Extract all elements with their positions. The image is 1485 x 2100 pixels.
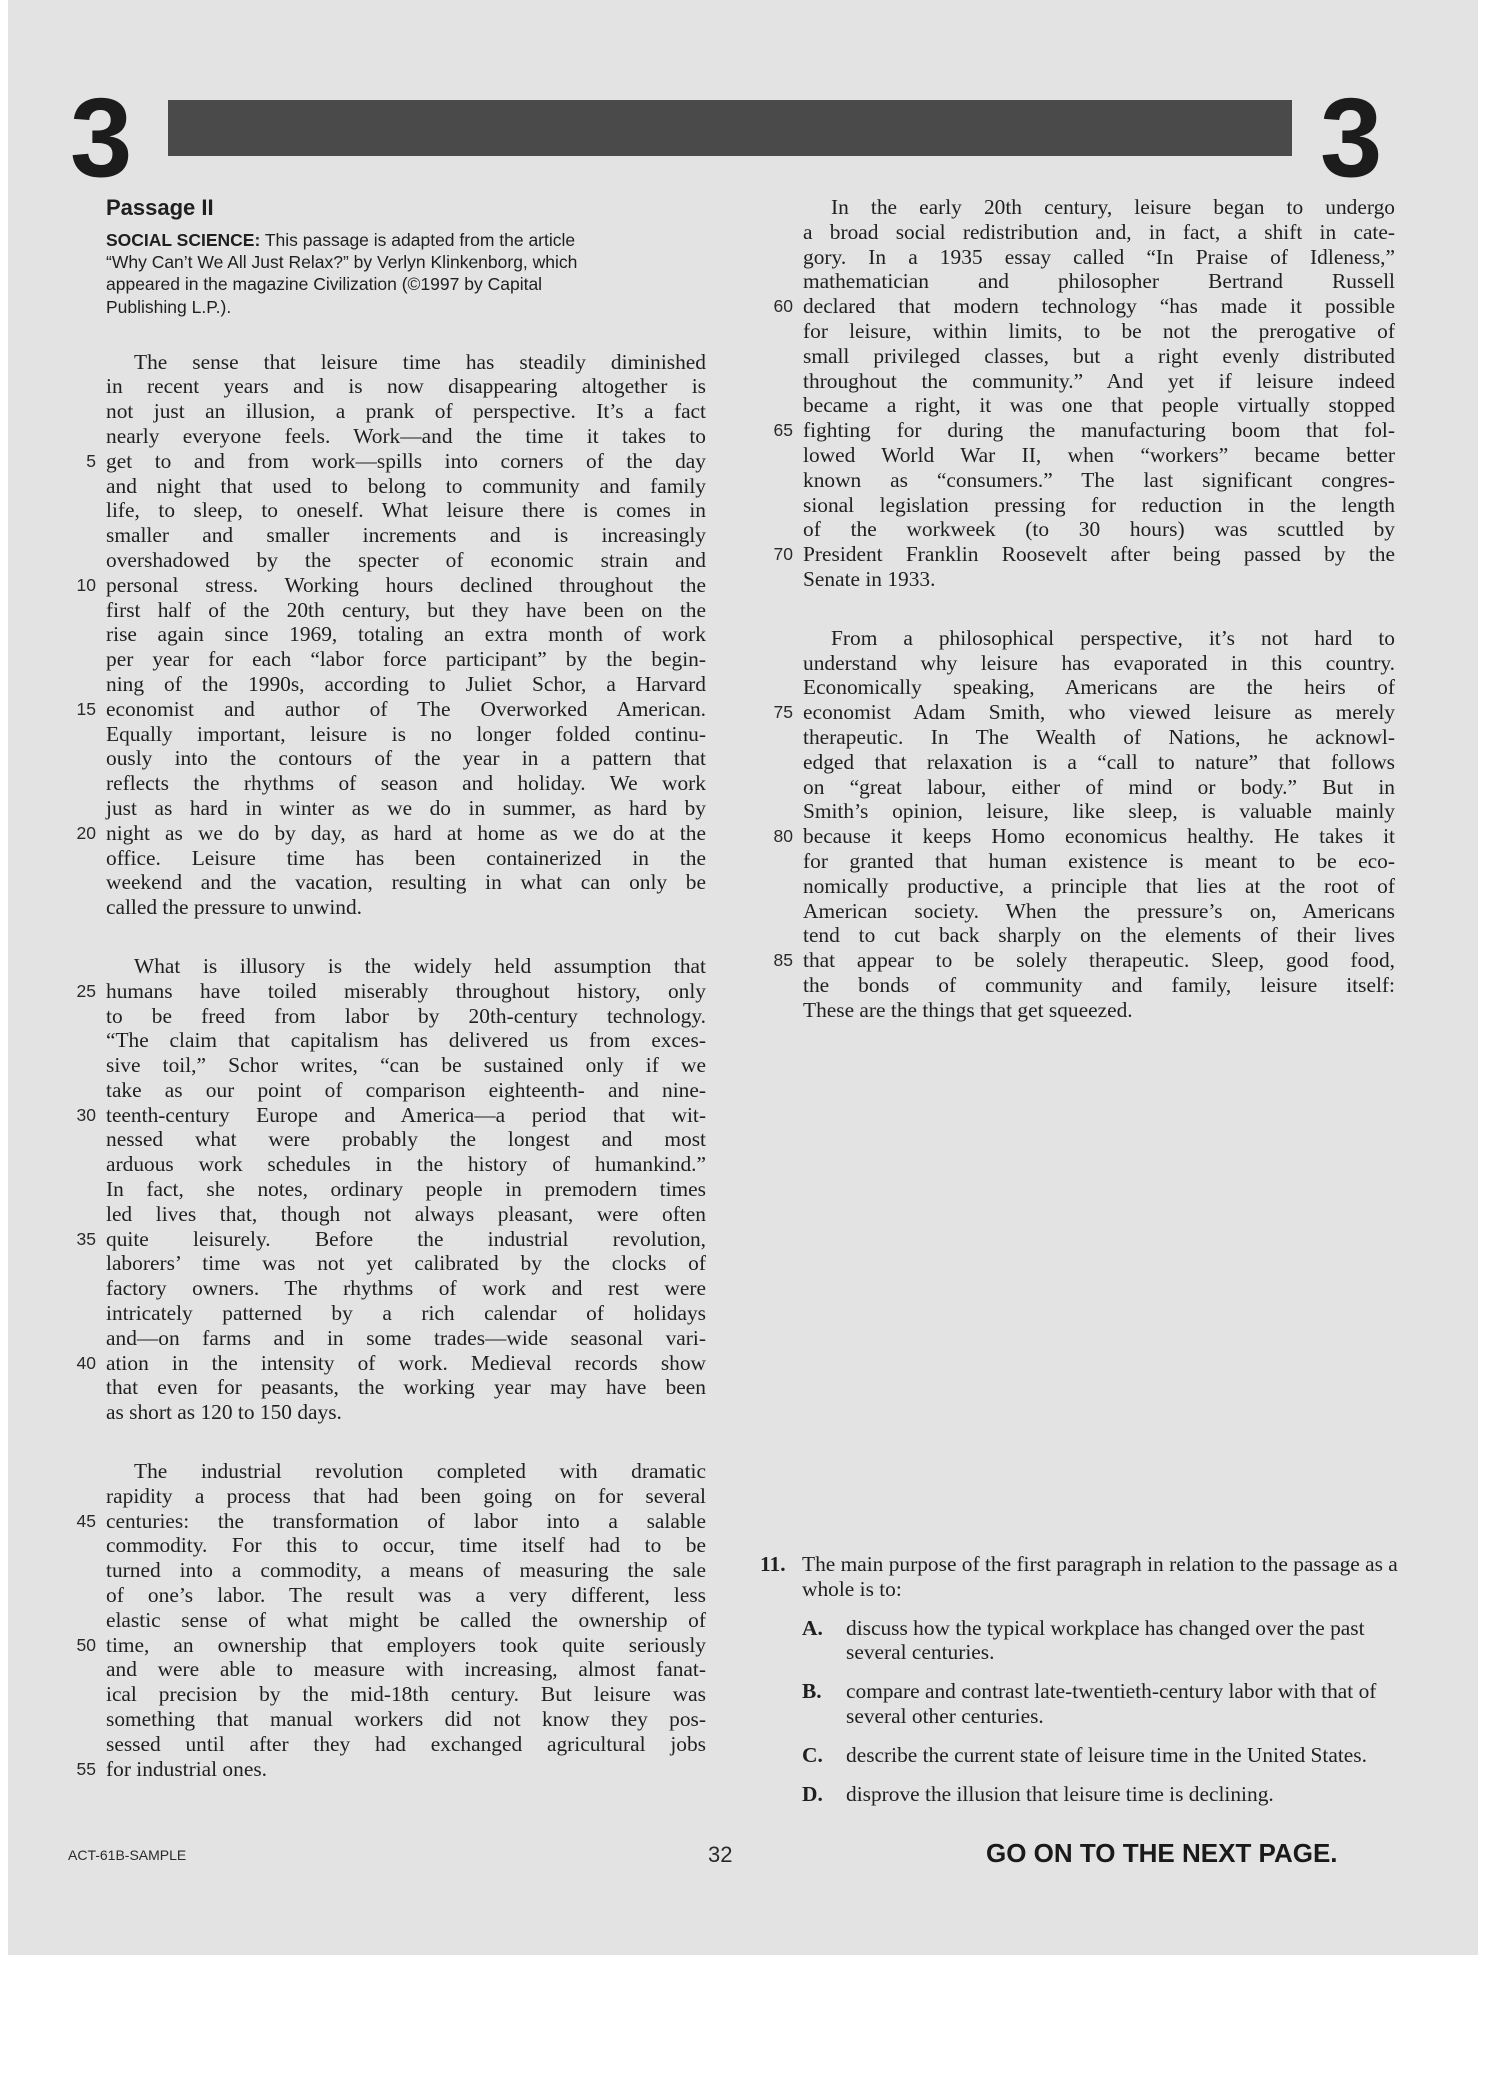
passage-line xyxy=(106,1301,706,1326)
passage-line xyxy=(803,973,1395,998)
line-text: teenth-century Europe and America—a period that wit- xyxy=(106,1102,706,1127)
intro-line: appeared in the magazine Civilization (©1997 by Capital xyxy=(106,274,543,295)
line-text: night as we do by day, as hard at home as we do at the xyxy=(106,820,706,845)
line-text: personal stress. Working hours declined throughout the xyxy=(106,572,706,597)
passage-intro xyxy=(106,229,706,317)
line-text: office. Leisure time has been containerized in the xyxy=(106,845,706,870)
line-text: rapidity a process that had been going on for several xyxy=(106,1483,706,1508)
passage-line xyxy=(803,393,1395,418)
passage-line xyxy=(106,1078,706,1103)
line-text: not just an illusion, a prank of perspective. It’s a fact xyxy=(106,399,706,424)
line-number: 45 xyxy=(76,1510,96,1531)
passage-line xyxy=(76,1632,706,1658)
line-text: a broad social redistribution and, in fact, a shift in cate- xyxy=(803,219,1395,244)
passage-line xyxy=(773,294,1395,319)
line-text: elastic sense of what might be called the ownership of xyxy=(106,1607,706,1632)
passage-line xyxy=(106,1177,706,1202)
question-11 xyxy=(760,1552,1400,1806)
line-text: laborers’ time was not yet calibrated by the clocks of xyxy=(106,1251,706,1276)
answer-option-c[interactable] xyxy=(802,1743,1400,1768)
passage-line xyxy=(803,220,1395,245)
line-number: 15 xyxy=(76,698,96,719)
passage-left-column xyxy=(76,195,706,1781)
passage-line xyxy=(106,1732,706,1757)
line-text: factory owners. The rhythms of work and rest were xyxy=(106,1276,706,1301)
passage-line xyxy=(106,1326,706,1351)
line-text: intricately patterned by a rich calendar of holidays xyxy=(106,1301,706,1326)
intro-line: Publishing L.P.). xyxy=(106,296,232,317)
line-text: therapeutic. In The Wealth of Nations, he acknowl- xyxy=(803,724,1395,749)
line-text: of the workweek (to 30 hours) was scuttled by xyxy=(803,517,1395,542)
section-number-right: 3 xyxy=(1320,75,1383,200)
line-text: sional legislation pressing for reduction in the length xyxy=(803,492,1395,517)
line-number: 30 xyxy=(76,1104,96,1125)
passage-line xyxy=(76,696,706,722)
line-number: 75 xyxy=(773,702,793,723)
section-header-bar xyxy=(168,100,1292,156)
passage-line xyxy=(773,542,1395,567)
line-text: small privileged classes, but a right evenly distributed xyxy=(803,343,1395,368)
passage-line xyxy=(803,874,1395,899)
line-text: understand why leisure has evaporated in this country. xyxy=(803,650,1395,675)
line-number: 85 xyxy=(773,950,793,971)
passage-line xyxy=(803,319,1395,344)
line-text: get to and from work—spills into corners of the day xyxy=(106,448,706,473)
passage-line xyxy=(106,350,706,375)
passage-line xyxy=(773,700,1395,725)
line-text: quite leisurely. Before the industrial revolution, xyxy=(106,1226,706,1251)
passage-line xyxy=(106,1484,706,1509)
line-text: that appear to be solely therapeutic. Sleep, good food, xyxy=(803,948,1395,973)
line-text: and—on farms and in some trades—wide seasonal vari- xyxy=(106,1325,706,1350)
passage-line xyxy=(106,722,706,747)
line-number: 10 xyxy=(76,574,96,595)
question-stem: The main purpose of the first paragraph in relation to the passage as a whole is to: xyxy=(802,1552,1398,1601)
line-text: nessed what were probably the longest and most xyxy=(106,1127,706,1152)
line-text: ical precision by the mid-18th century. But leisure was xyxy=(106,1682,706,1707)
line-text: because it keeps Homo economicus healthy. He takes it xyxy=(803,824,1395,849)
passage-line xyxy=(803,517,1395,542)
passage-line xyxy=(106,1657,706,1682)
line-text: President Franklin Roosevelt after being passed by the xyxy=(803,542,1395,567)
passage-line xyxy=(106,1533,706,1558)
line-text: ously into the contours of the year in a pattern that xyxy=(106,746,706,771)
passage-line xyxy=(106,1276,706,1301)
passage-line xyxy=(76,1508,706,1534)
line-text: of one’s labor. The result was a very different, less xyxy=(106,1583,706,1608)
footer-form-code: ACT-61B-SAMPLE xyxy=(68,1847,187,1863)
passage-line xyxy=(106,622,706,647)
line-text: throughout the community.” And yet if leisure indeed xyxy=(803,368,1395,393)
passage-line xyxy=(106,1375,706,1400)
passage-line xyxy=(106,647,706,672)
passage-paragraph xyxy=(773,195,1395,592)
option-text: discuss how the typical workplace has changed over the past several centuries. xyxy=(846,1615,1365,1665)
section-number-left: 3 xyxy=(70,75,133,200)
passage-line xyxy=(106,1127,706,1152)
line-text: ation in the intensity of work. Medieval records show xyxy=(106,1350,706,1375)
passage-line xyxy=(803,468,1395,493)
line-text: rise again since 1969, totaling an extra month of work xyxy=(106,622,706,647)
answer-option-b[interactable] xyxy=(802,1679,1400,1729)
passage-line xyxy=(106,498,706,523)
line-number: 80 xyxy=(773,826,793,847)
line-number: 35 xyxy=(76,1228,96,1249)
line-text: nomically productive, a principle that lies at the root of xyxy=(803,873,1395,898)
test-page xyxy=(8,0,1478,1955)
intro-label: SOCIAL SCIENCE: xyxy=(106,230,261,251)
passage-line xyxy=(803,626,1395,651)
line-text: mathematician and philosopher Bertrand Russell xyxy=(803,269,1395,294)
passage-line xyxy=(76,572,706,598)
passage-line xyxy=(86,448,706,474)
option-letter: A. xyxy=(802,1615,823,1640)
line-text: life, to sleep, to oneself. What leisure there is comes in xyxy=(106,498,706,523)
footer-next-page: GO ON TO THE NEXT PAGE. xyxy=(986,1838,1338,1868)
line-text: weekend and the vacation, resulting in what can only be xyxy=(106,870,706,895)
option-text: disprove the illusion that leisure time is declining. xyxy=(846,1781,1274,1806)
line-text: arduous work schedules in the history of humankind.” xyxy=(106,1152,706,1177)
passage-line xyxy=(106,895,706,920)
passage-line xyxy=(803,567,1395,592)
line-text: something that manual workers did not know they pos- xyxy=(106,1707,706,1732)
line-text: In the early 20th century, leisure began to undergo xyxy=(831,195,1395,219)
passage-line xyxy=(106,1608,706,1633)
passage-line xyxy=(76,820,706,846)
line-text: first half of the 20th century, but they have been on the xyxy=(106,597,706,622)
line-text: for industrial ones. xyxy=(106,1756,267,1781)
line-text: centuries: the transformation of labor into a salable xyxy=(106,1508,706,1533)
line-number: 20 xyxy=(76,822,96,843)
line-text: These are the things that get squeezed. xyxy=(803,997,1133,1022)
passage-line xyxy=(773,824,1395,849)
line-number: 60 xyxy=(773,296,793,317)
passage-line xyxy=(106,1459,706,1484)
line-text: known as “consumers.” The last significant congres- xyxy=(803,467,1395,492)
passage-paragraph xyxy=(773,625,1395,1023)
line-text: per year for each “labor force participant” by the begin- xyxy=(106,647,706,672)
line-text: nearly everyone feels. Work—and the time it takes to xyxy=(106,423,706,448)
passage-line xyxy=(106,796,706,821)
passage-line xyxy=(773,948,1395,973)
line-text: edged that relaxation is a “call to nature” that follows xyxy=(803,749,1395,774)
passage-line xyxy=(803,369,1395,394)
passage-line xyxy=(803,775,1395,800)
passage-line xyxy=(106,1251,706,1276)
line-text: Equally important, leisure is no longer folded continu- xyxy=(106,721,706,746)
line-number: 5 xyxy=(86,450,96,471)
line-text: that even for peasants, the working year may have been xyxy=(106,1375,706,1400)
passage-line xyxy=(106,746,706,771)
line-text: and night that used to belong to community and family xyxy=(106,473,706,498)
line-number: 65 xyxy=(773,420,793,441)
passage-line xyxy=(106,548,706,573)
line-text: turned into a commodity, a means of measuring the sale xyxy=(106,1558,706,1583)
line-text: lowed World War II, when “workers” became better xyxy=(803,442,1395,467)
passage-line xyxy=(106,1707,706,1732)
line-text: became a right, it was one that people virtually stopped xyxy=(803,393,1395,418)
intro-line: This passage is adapted from the article xyxy=(260,230,576,251)
passage-line xyxy=(106,1558,706,1583)
line-text: overshadowed by the specter of economic strain and xyxy=(106,547,706,572)
passage-paragraph xyxy=(76,1459,706,1781)
option-letter: B. xyxy=(802,1679,822,1704)
passage-line xyxy=(803,998,1395,1023)
passage-line xyxy=(106,1053,706,1078)
passage-line xyxy=(803,443,1395,468)
line-text: called the pressure to unwind. xyxy=(106,895,363,920)
line-number: 40 xyxy=(76,1352,96,1373)
passage-line xyxy=(803,725,1395,750)
passage-line xyxy=(106,1152,706,1177)
line-text: Smith’s opinion, leisure, like sleep, is valuable mainly xyxy=(803,799,1395,824)
line-text: economist and author of The Overworked American. xyxy=(106,696,706,721)
passage-line xyxy=(106,846,706,871)
line-text: economist Adam Smith, who viewed leisure as merely xyxy=(803,700,1395,725)
answer-option-d[interactable] xyxy=(802,1782,1400,1807)
line-text: on “great labour, either of mind or body.” But in xyxy=(803,774,1395,799)
line-text: time, an ownership that employers took quite seriously xyxy=(106,1632,706,1657)
line-text: From a philosophical perspective, it’s not hard to xyxy=(831,625,1395,650)
passage-line xyxy=(106,1583,706,1608)
passage-line xyxy=(76,1350,706,1376)
line-text: humans have toiled miserably throughout history, only xyxy=(106,978,706,1003)
passage-paragraph xyxy=(76,953,706,1425)
passage-line xyxy=(803,195,1395,220)
line-text: and were able to measure with increasing, almost fanat- xyxy=(106,1657,706,1682)
line-number: 55 xyxy=(76,1758,96,1779)
passage-line xyxy=(803,899,1395,924)
line-text: fighting for during the manufacturing boom that fol- xyxy=(803,418,1395,443)
passage-line xyxy=(803,750,1395,775)
line-text: led lives that, though not always pleasant, were often xyxy=(106,1201,706,1226)
line-text: as short as 120 to 150 days. xyxy=(106,1400,342,1425)
passage-line xyxy=(803,344,1395,369)
passage-line xyxy=(106,424,706,449)
line-text: smaller and smaller increments and is increasingly xyxy=(106,523,706,548)
line-text: tend to cut back sharply on the elements of their lives xyxy=(803,923,1395,948)
line-text: gory. In a 1935 essay called “In Praise of Idleness,” xyxy=(803,244,1395,269)
passage-line xyxy=(803,799,1395,824)
line-text: The industrial revolution completed with dramatic xyxy=(134,1459,706,1484)
passage-line xyxy=(106,598,706,623)
passage-line xyxy=(106,870,706,895)
passage-line xyxy=(76,978,706,1004)
line-text: “The claim that capitalism has delivered us from exces- xyxy=(106,1028,706,1053)
line-text: What is illusory is the widely held assumption that xyxy=(134,953,706,978)
passage-line xyxy=(106,672,706,697)
question-number: 11. xyxy=(760,1552,786,1576)
passage-line xyxy=(106,771,706,796)
passage-right-text xyxy=(773,195,1395,1023)
passage-line xyxy=(803,651,1395,676)
passage-line xyxy=(106,1202,706,1227)
passage-line xyxy=(106,1400,706,1425)
line-text: commodity. For this to occur, time itself had to be xyxy=(106,1533,706,1558)
line-text: declared that modern technology “has made it possible xyxy=(803,294,1395,319)
option-text: compare and contrast late-twentieth-century labor with that of several other centuries. xyxy=(846,1679,1377,1728)
passage-left-text xyxy=(76,349,706,1782)
passage-right-column xyxy=(773,195,1395,1023)
passage-line xyxy=(106,1028,706,1053)
intro-line: “Why Can’t We All Just Relax?” by Verlyn Klinkenborg, which xyxy=(106,252,578,273)
line-text: reflects the rhythms of season and holiday. We work xyxy=(106,771,706,796)
option-letter: D. xyxy=(802,1781,823,1806)
option-letter: C. xyxy=(802,1742,823,1767)
passage-line xyxy=(106,474,706,499)
passage-paragraph xyxy=(76,349,706,920)
line-text: for leisure, within limits, to be not the prerogative of xyxy=(803,318,1395,343)
passage-line xyxy=(106,399,706,424)
line-text: Senate in 1933. xyxy=(803,566,936,591)
line-text: to be freed from labor by 20th-century technology. xyxy=(106,1003,706,1028)
passage-line xyxy=(773,418,1395,443)
line-number: 50 xyxy=(76,1634,96,1655)
line-text: sessed until after they had exchanged agricultural jobs xyxy=(106,1731,706,1756)
line-text: Economically speaking, Americans are the heirs of xyxy=(803,675,1395,700)
passage-line xyxy=(76,1756,706,1782)
passage-line xyxy=(803,923,1395,948)
passage-line xyxy=(106,1682,706,1707)
passage-title: Passage II xyxy=(106,195,214,220)
line-text: the bonds of community and family, leisure itself: xyxy=(803,972,1395,997)
passage-line xyxy=(76,1102,706,1128)
passage-line xyxy=(803,849,1395,874)
line-text: sive toil,” Schor writes, “can be sustained only if we xyxy=(106,1053,706,1078)
passage-line xyxy=(106,523,706,548)
option-text: describe the current state of leisure time in the United States. xyxy=(846,1742,1367,1767)
answer-option-a[interactable] xyxy=(802,1616,1400,1666)
passage-line xyxy=(106,954,706,979)
passage-line xyxy=(106,374,706,399)
passage-line xyxy=(76,1226,706,1252)
passage-line xyxy=(803,675,1395,700)
line-text: The sense that leisure time has steadily diminished xyxy=(134,349,706,374)
footer-page-number: 32 xyxy=(708,1842,733,1867)
line-text: just as hard in winter as we do in summer, as hard by xyxy=(106,795,706,820)
line-text: take as our point of comparison eighteenth- and nine- xyxy=(106,1077,706,1102)
passage-line xyxy=(803,269,1395,294)
line-text: in recent years and is now disappearing altogether is xyxy=(106,374,706,399)
passage-line xyxy=(106,1004,706,1029)
passage-line xyxy=(803,493,1395,518)
line-text: for granted that human existence is meant to be eco- xyxy=(803,848,1395,873)
line-text: American society. When the pressure’s on, Americans xyxy=(803,898,1395,923)
line-text: In fact, she notes, ordinary people in premodern times xyxy=(106,1177,706,1202)
line-number: 25 xyxy=(76,980,96,1001)
line-number: 70 xyxy=(773,544,793,565)
passage-line xyxy=(803,245,1395,270)
line-text: ning of the 1990s, according to Juliet Schor, a Harvard xyxy=(106,671,706,696)
